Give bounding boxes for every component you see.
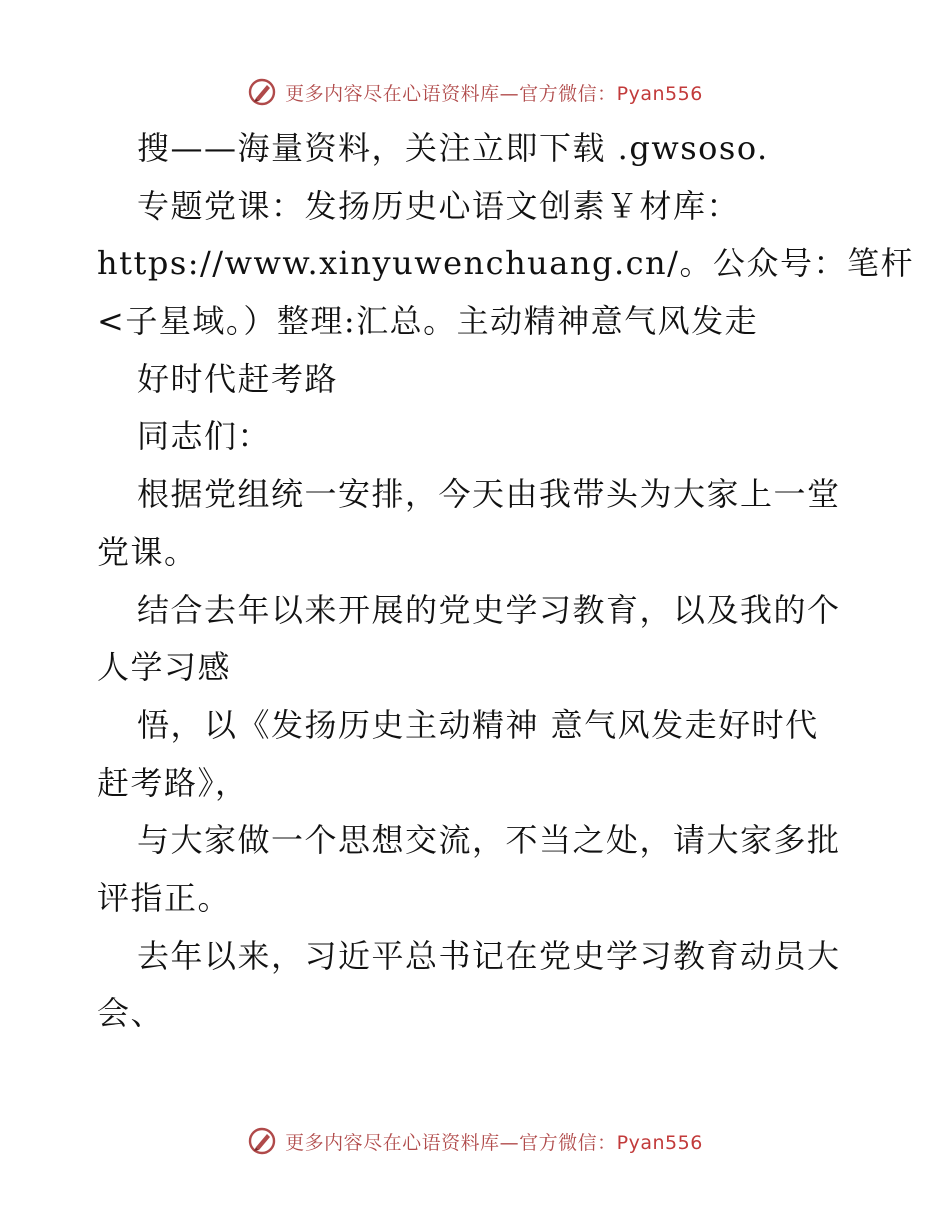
body-line: 结合去年以来开展的党史学习教育，以及我的个 xyxy=(137,590,841,629)
header-banner-text xyxy=(285,79,703,106)
body-line: 悟，以《发扬历史主动精神 意气风发走好时代 xyxy=(137,705,819,744)
body-line: 评指正。 xyxy=(97,878,232,917)
body-line: 会、 xyxy=(97,994,165,1033)
body-line: <子星域。）整理:汇总。主动精神意气风发走 xyxy=(97,302,759,341)
body-line: 专题党课：发扬历史心语文创素￥材库： xyxy=(137,186,741,225)
body-line: 去年以来，习近平总书记在党史学习教育动员大 xyxy=(137,936,841,975)
footer-banner xyxy=(0,1121,950,1161)
body-line: 根据党组统一安排，今天由我带头为大家上一堂 xyxy=(137,475,841,514)
header-banner-label: 更多内容尽在心语资料库—官方微信： xyxy=(285,82,617,105)
header-banner xyxy=(0,72,950,112)
header-wechat-id: Pyan556 xyxy=(616,82,703,105)
body-line: 同志们： xyxy=(137,417,272,456)
pen-seal-logo-icon xyxy=(247,77,277,107)
footer-banner-text xyxy=(285,1128,703,1155)
body-line: https://www.xinyuwenchuang.cn/。公众号：笔杆 xyxy=(97,244,914,283)
body-line: 人学习感 xyxy=(97,648,232,687)
footer-banner-label: 更多内容尽在心语资料库—官方微信： xyxy=(285,1131,617,1154)
body-line: 搜——海量资料，关注立即下载 .gwsoso. xyxy=(137,129,769,167)
body-line: 党课。 xyxy=(97,532,198,571)
document-body xyxy=(97,120,914,1043)
body-line: 赶考路》， xyxy=(97,763,249,802)
pen-seal-logo-icon xyxy=(247,1126,277,1156)
body-line: 与大家做一个思想交流，不当之处，请大家多批 xyxy=(137,821,841,860)
body-line: 好时代赶考路 xyxy=(137,359,339,398)
footer-wechat-id: Pyan556 xyxy=(616,1131,703,1154)
